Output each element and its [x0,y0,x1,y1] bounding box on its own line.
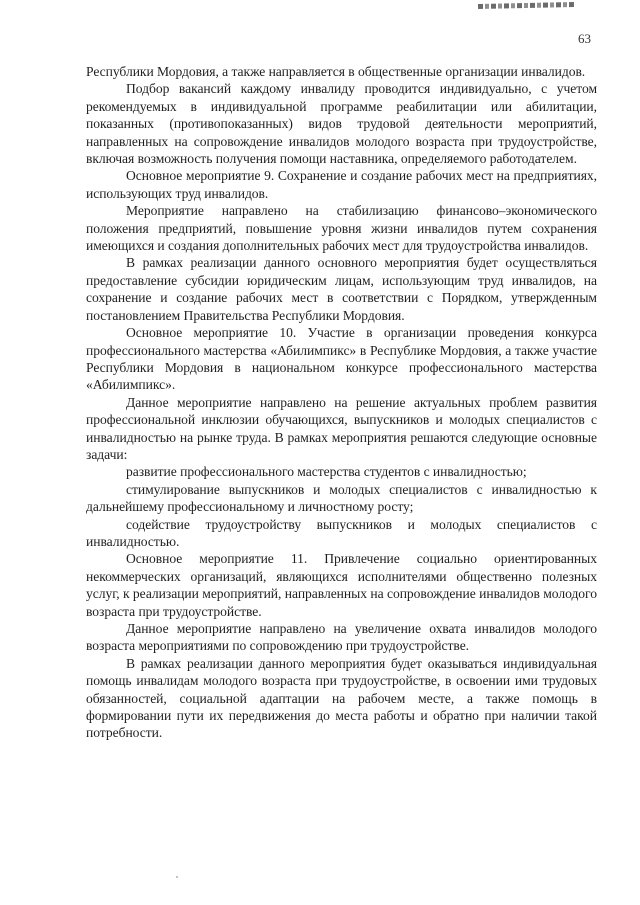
scan-artifact [478,2,574,9]
paragraph-measure-11-title: Основное мероприятие 11. Привлечение социально ориентированных некоммерческих организаций, являющихся исполнителями общественно полезных услуг, к реализации мероприятий, направленных на сопровождение инвалидов молодого возраста при трудоустройстве. [86,551,597,619]
task-item: стимулирование выпускников и молодых специалистов с инвалидностью к дальнейшему профессиональному и личностному росту; [86,481,597,515]
scan-speck [176,876,178,878]
paragraph-measure-10-goal: Данное мероприятие направлено на решение актуальных проблем развития профессиональной инклюзии обучающихся, выпускников и молодых специалистов с инвалидностью на рынке труда. В рамках мероприятия решаются следующие основные задачи: [86,394,597,462]
paragraph-measure-10-title: Основное мероприятие 10. Участие в организации проведения конкурса профессионального мастерства «Абилимпикс» в Республике Мордовия, а также участие Республики Мордовия в национальном конкурсе профессионального мастерства «Абилимпикс». [86,325,597,393]
paragraph-measure-11-goal: Данное мероприятие направлено на увеличение охвата инвалидов молодого возраста мероприятиями по сопровождению при трудоустройстве. [86,621,597,654]
task-item: содействие трудоустройству выпускников и молодых специалистов с инвалидностью. [86,516,597,549]
paragraph-measure-9-subsidy: В рамках реализации данного основного мероприятия будет осуществляться предоставление субсидии юридическим лицам, использующим труд инвалидов, на сохранение и создание рабочих мест в соответствии с Порядком, утвержденным постановлением Правительства Республики Мордовия. [86,255,597,323]
paragraph-measure-9-title: Основное мероприятие 9. Сохранение и создание рабочих мест на предприятиях, использующих труд инвалидов. [86,168,597,201]
page-number: 63 [578,31,591,46]
task-item: развитие профессионального мастерства студентов с инвалидностью; [126,464,527,480]
paragraph-continuation: Республики Мордовия, а также направляется в общественные организации инвалидов. [86,64,586,79]
paragraph-vacancy-selection: Подбор вакансий каждому инвалиду проводится индивидуально, с учетом рекомендуемых в индивидуальной программе реабилитации или абилитации, показанных (противопоказанных) видов трудовой деятельности мероприятий, направленных на сопровождение инвалидов молодого возраста при трудоустройстве, включая возможность получения помощи наставника, определяемого работодателем. [86,81,597,167]
paragraph-measure-9-goal: Мероприятие направлено на стабилизацию финансово–экономического положения предприятий, повышение уровня жизни инвалидов путем сохранения имеющихся и создания дополнительных рабочих мест для трудоустройства инвалидов. [86,203,597,254]
document-body [86,63,597,742]
paragraph-measure-11-assistance: В рамках реализации данного мероприятия будет оказываться индивидуальная помощь инвалидам молодого возраста при трудоустройстве, в освоении ими трудовых обязанностей, социальной адаптации на рабочем месте, а также помощь в формировании пути их передвижения до места работы и обратно при наличии такой потребности. [86,655,597,741]
